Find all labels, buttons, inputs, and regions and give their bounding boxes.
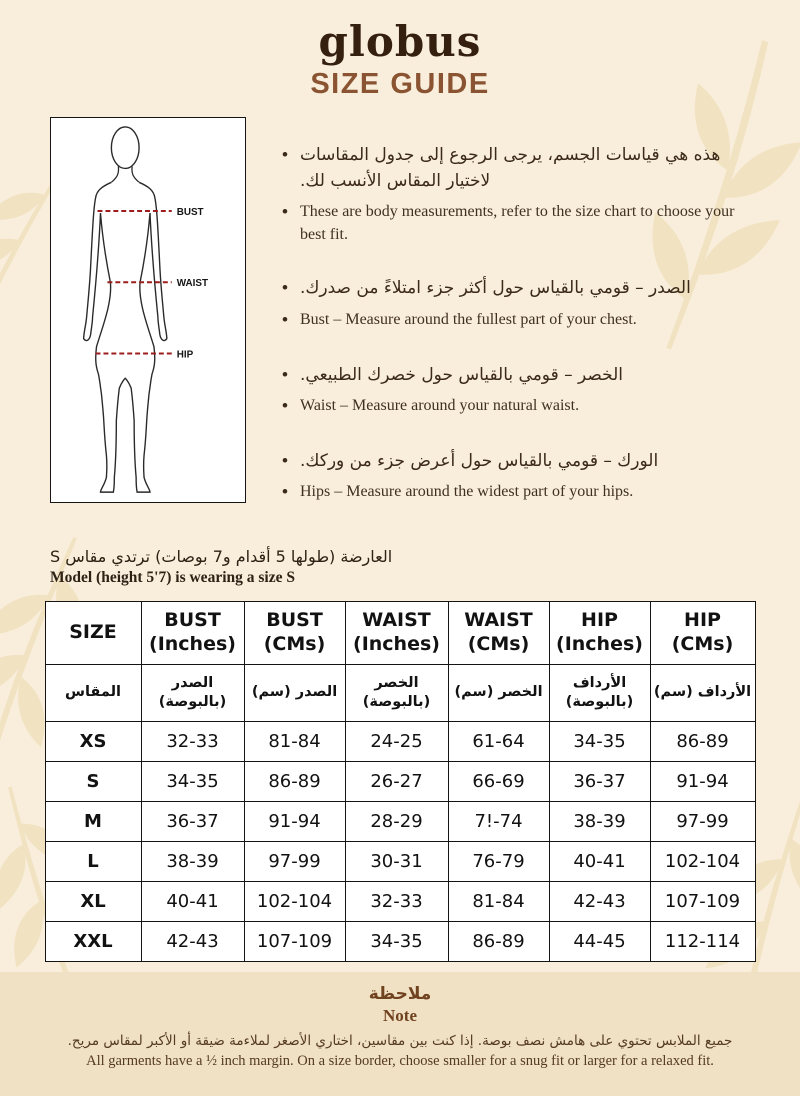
- waist-label: WAIST: [176, 278, 208, 290]
- table-row-xxl: [45, 921, 755, 961]
- cell-value: 102-104: [650, 841, 755, 881]
- figure-head: [111, 127, 139, 169]
- table-row-l: [45, 841, 755, 881]
- table-header-row-ar: [45, 664, 755, 721]
- cell-value: 40-41: [141, 881, 244, 921]
- cell-value: 107-109: [650, 881, 755, 921]
- col-header-hip-in: HIP (Inches): [549, 601, 650, 664]
- cell-value: 91-94: [650, 761, 755, 801]
- cell-size: L: [45, 841, 141, 881]
- size-chart-table: [45, 601, 756, 962]
- cell-value: 36-37: [549, 761, 650, 801]
- col-header-waist-cm: WAIST (CMs): [448, 601, 549, 664]
- instruction-text-en: Hips – Measure around the widest part of your hips.: [300, 483, 634, 501]
- instruction-en: [282, 200, 758, 246]
- cell-value: 76-79: [448, 841, 549, 881]
- table-row-m: [45, 801, 755, 841]
- cell-value: 36-37: [141, 801, 244, 841]
- instruction-group-waist: [282, 363, 758, 419]
- model-note-en: Model (height 5'7) is wearing a size S: [50, 568, 295, 586]
- bullet-icon: •: [282, 364, 288, 384]
- instruction-ar: [282, 449, 758, 475]
- cell-size: S: [45, 761, 141, 801]
- measurement-guide-section: [0, 101, 800, 535]
- instruction-text-en: Waist – Measure around your natural waist.: [300, 397, 580, 415]
- note-title-en: Note: [383, 1006, 417, 1025]
- instruction-text-ar: الورك – قومي بالقياس حول أعرض جزء من وركك.: [300, 450, 659, 471]
- cell-size: M: [45, 801, 141, 841]
- col-header-hip-cm: HIP (CMs): [650, 601, 755, 664]
- cell-value: 38-39: [141, 841, 244, 881]
- col-header-bust-in: BUST (Inches): [141, 601, 244, 664]
- cell-value: 86-89: [448, 921, 549, 961]
- note-title-ar: ملاحظة: [368, 984, 432, 1004]
- instruction-en: [282, 480, 758, 505]
- instruction-text-ar: هذه هي قياسات الجسم، يرجى الرجوع إلى جدول المقاسات لاختيار المقاس الأنسب لك.: [300, 145, 721, 191]
- bust-label: BUST: [176, 207, 204, 219]
- cell-value: 34-35: [549, 721, 650, 761]
- model-size-note: [0, 535, 800, 587]
- cell-value: 91-94: [244, 801, 345, 841]
- cell-value: 107-109: [244, 921, 345, 961]
- bullet-icon: •: [282, 202, 288, 222]
- col-header-hip-cm-ar: الأرداف (سم): [650, 664, 755, 721]
- bullet-icon: •: [282, 396, 288, 416]
- hip-label: HIP: [176, 349, 194, 361]
- cell-value: 42-43: [549, 881, 650, 921]
- bullet-icon: •: [282, 278, 288, 298]
- col-header-hip-in-ar: الأرداف (بالبوصة): [549, 664, 650, 721]
- instruction-text-en: These are body measurements, refer to the size chart to choose your best fit.: [300, 203, 735, 244]
- cell-size: XS: [45, 721, 141, 761]
- model-note-ar: العارضة (طولها 5 أقدام و7 بوصات) ترتدي مقاس S: [50, 546, 393, 566]
- instruction-en: [282, 308, 758, 333]
- cell-value: 26-27: [345, 761, 448, 801]
- instruction-en: [282, 394, 758, 419]
- cell-value: 34-35: [141, 761, 244, 801]
- cell-value: 38-39: [549, 801, 650, 841]
- bullet-icon: •: [282, 450, 288, 470]
- cell-value: 97-99: [650, 801, 755, 841]
- bullet-icon: •: [282, 482, 288, 502]
- cell-value: 24-25: [345, 721, 448, 761]
- instruction-text-ar: الخصر – قومي بالقياس حول خصرك الطبيعي.: [300, 364, 624, 385]
- cell-size: XL: [45, 881, 141, 921]
- instruction-ar: [282, 143, 758, 194]
- cell-value: 32-33: [141, 721, 244, 761]
- col-header-waist-cm-ar: الخصر (سم): [448, 664, 549, 721]
- table-header-row-en: [45, 601, 755, 664]
- cell-value: 97-99: [244, 841, 345, 881]
- col-header-bust-in-ar: الصدر (بالبوصة): [141, 664, 244, 721]
- cell-value: 30-31: [345, 841, 448, 881]
- cell-value: 40-41: [549, 841, 650, 881]
- cell-value: 61-64: [448, 721, 549, 761]
- col-header-bust-cm: BUST (CMs): [244, 601, 345, 664]
- instructions-list: [282, 117, 758, 535]
- page-header: [0, 0, 800, 101]
- page-title: SIZE GUIDE: [310, 68, 490, 101]
- cell-value: 66-69: [448, 761, 549, 801]
- col-header-waist-in: WAIST (Inches): [345, 601, 448, 664]
- cell-value: 44-45: [549, 921, 650, 961]
- cell-value: 112-114: [650, 921, 755, 961]
- instruction-group-hip: [282, 449, 758, 505]
- bullet-icon: •: [282, 145, 288, 165]
- cell-value: 81-84: [448, 881, 549, 921]
- mannequin-illustration: [51, 118, 245, 502]
- cell-value: 81-84: [244, 721, 345, 761]
- col-header-size: SIZE: [45, 601, 141, 664]
- note-body-ar: جميع الملابس تحتوي على هامش نصف بوصة. إذا كنت بين مقاسين، اختاري الأصغر لملاءمة ضيقة أو الأكبر لمقاس مريح.: [67, 1033, 733, 1049]
- instruction-text-ar: الصدر – قومي بالقياس حول أكثر جزء امتلاءً من صدرك.: [300, 278, 691, 299]
- instruction-group-bust: [282, 276, 758, 332]
- cell-size: XXL: [45, 921, 141, 961]
- body-measurement-figure: [50, 117, 246, 503]
- table-row-s: [45, 761, 755, 801]
- cell-value: 28-29: [345, 801, 448, 841]
- table-row-xs: [45, 721, 755, 761]
- cell-value: 32-33: [345, 881, 448, 921]
- footer-note: [0, 972, 800, 1096]
- cell-value: 42-43: [141, 921, 244, 961]
- cell-value: 86-89: [244, 761, 345, 801]
- col-header-size-ar: المقاس: [45, 664, 141, 721]
- cell-value: 7!-74: [448, 801, 549, 841]
- instruction-ar: [282, 363, 758, 389]
- instruction-ar: [282, 276, 758, 302]
- instruction-group-overview: [282, 143, 758, 246]
- table-row-xl: [45, 881, 755, 921]
- cell-value: 86-89: [650, 721, 755, 761]
- cell-value: 34-35: [345, 921, 448, 961]
- instruction-text-en: Bust – Measure around the fullest part of your chest.: [300, 310, 637, 328]
- note-body-en: All garments have a ½ inch margin. On a size border, choose smaller for a snug fit or larger for a relaxed fit.: [86, 1053, 714, 1069]
- bullet-icon: •: [282, 309, 288, 329]
- brand-logo: globus: [318, 17, 482, 66]
- col-header-bust-cm-ar: الصدر (سم): [244, 664, 345, 721]
- col-header-waist-in-ar: الخصر (بالبوصة): [345, 664, 448, 721]
- cell-value: 102-104: [244, 881, 345, 921]
- figure-body-outline: [84, 182, 167, 492]
